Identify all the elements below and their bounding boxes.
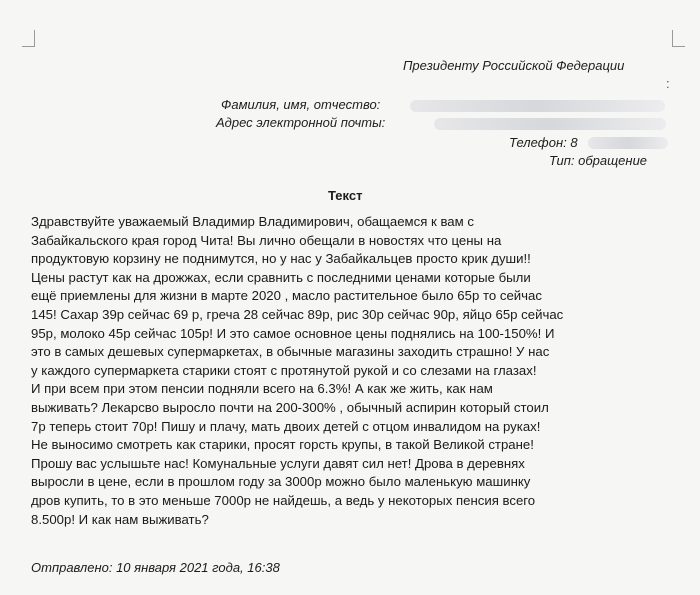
body-line: 7р теперь стоит 70р! Пишу и плачу, мать двоих детей с отцом инвалидом на руках! <box>31 418 541 434</box>
body-line: 145! Сахар 39р сейчас 69 р, греча 28 сейчас 89р, рис 30р сейчас 90р, яйцо 65р сейчас <box>31 306 564 322</box>
redacted-fio <box>410 100 665 112</box>
document-title: Текст <box>328 188 363 203</box>
body-line: выросли в цене, если в прошлом году за 3000р можно было маленькую машинку <box>31 474 531 490</box>
body-line: Здравствуйте уважаемый Владимир Владимирович, обащаемся к вам с <box>31 214 474 229</box>
body-line: Цены растут как на дрожжах, если сравнить с последними ценами которые были <box>31 269 531 285</box>
body-line: 8.500р! И как нам выживать? <box>31 511 209 527</box>
page-corner-mark-right <box>672 30 685 47</box>
appeal-body <box>31 213 681 529</box>
body-line: Прошу вас услышьте нас! Комунальные услуги давят сил нет! Дрова в деревнях <box>31 455 525 471</box>
body-line: Не выносимо смотреть как старики, просят горсть крупы, в такой Великой стране! <box>31 437 534 453</box>
body-line: Забайкальского края город Чита! Вы лично обещали в новостях что цены на <box>31 232 502 248</box>
page-corner-mark-left <box>22 30 35 47</box>
redacted-phone <box>588 137 668 149</box>
sent-timestamp: Отправлено: 10 января 2021 года, 16:38 <box>31 560 280 575</box>
body-line: выживать? Лекарсво выросло почти на 200-300% , обычный аспирин который стоил <box>31 399 549 415</box>
body-line: это в самых дешевых супермаркетах, в обычные магазины заходить страшно! У нас <box>31 344 550 360</box>
body-line: у каждого супермаркета старики стоят с протянутой рукой и со слезами на глазах! <box>31 362 537 378</box>
body-line: ещё приемлены для жизни в марте 2020 , масло растительное было 65р то сейчас <box>31 288 542 304</box>
recipient-colon: : <box>666 76 670 91</box>
phone-label: Телефон: 8 <box>509 135 578 150</box>
appeal-type-label: Тип: обращение <box>549 153 648 168</box>
body-line: продуктовую корзину не поднимутся, но у нас у Забайкальцев просто крик души!! <box>31 251 531 267</box>
body-line: дров купить, то в это меньше 7000р не найдешь, а ведь у некоторых пенсия всего <box>31 492 536 508</box>
body-line: И при всем при этом пенсии подняли всего на 6.3%! А как же жить, как нам <box>31 381 493 397</box>
recipient-line: Президенту Российской Федерации <box>403 58 625 73</box>
email-label: Адрес электронной почты: <box>216 115 386 130</box>
fio-label: Фамилия, имя, отчество: <box>221 97 381 112</box>
body-line: 95р, молоко 45р сейчас 105р! И это самое основное цены поднялись на 100-150%! И <box>31 325 555 341</box>
redacted-email <box>434 118 666 130</box>
